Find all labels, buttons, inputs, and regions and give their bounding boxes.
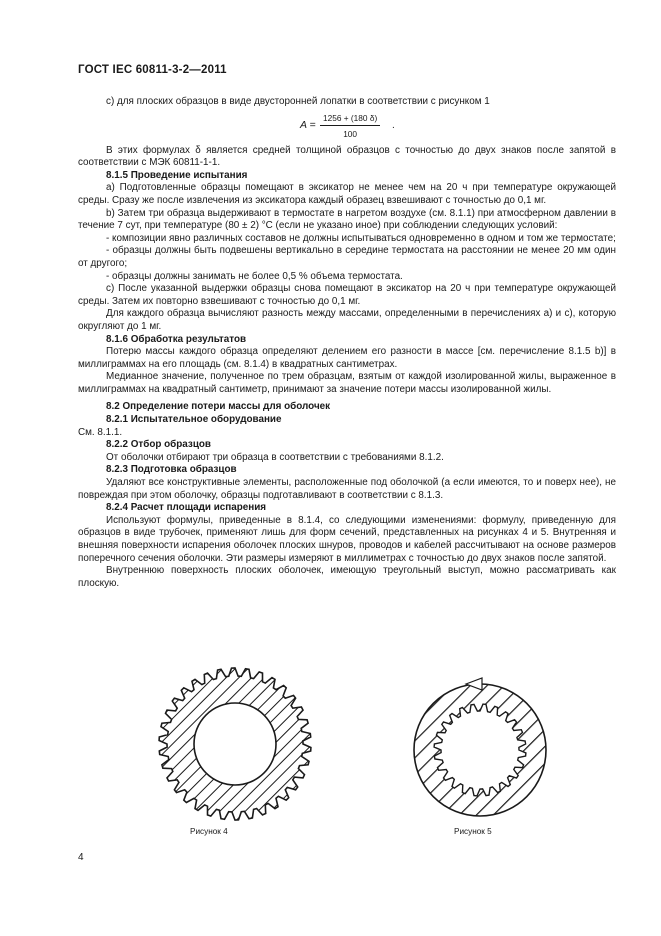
- paragraph-mass-loss: Потерю массы каждого образца определяют делением его разности в массе [см. перечисление 8.1.5 b)] в миллиграммах на его площадь (см. 8.1.4) в квадратных сантиметрах.: [78, 346, 616, 370]
- formula-end: .: [392, 119, 395, 131]
- paragraph-median: Медианное значение, полученное по трем образцам, взятым от каждой изолированной жилы, выраженное в миллиграммах на квадратный сантиметр, принимают за значение потери массы изолированной жилы.: [78, 371, 616, 395]
- formula-area: [78, 111, 616, 141]
- figure-5-caption: Рисунок 5: [454, 827, 492, 836]
- figures-area: [0, 664, 661, 854]
- paragraph-b: b) Затем три образца выдерживают в термостате в нагретом воздухе (см. 8.1.1) при атмосферном давлении в течение 7 сут, при температуре (80 ± 2) °С (если не указано иное) при соблюдении следующих условий:: [78, 207, 616, 232]
- formula-fraction: [320, 112, 380, 141]
- paragraph-flat-surface: Внутреннюю поверхность плоских оболочек, имеющую треугольный выступ, можно рассматривать как плоскую.: [78, 565, 616, 589]
- paragraph-formulas: Используют формулы, приведенные в 8.1.4, со следующими изменениями: формулу, приведенную для образцов в виде трубочек, применяют лишь для форм сечений, представленных на рисунках 4 и 5. Внутренняя и внешняя поверхности испарения оболочек плоских шнуров, проводов и кабелей рассчитывают на основе размеров поперечного сечения оболочки. Эти размеры измеряют в миллиметрах с точностью до двух знаков после запятой.: [78, 514, 616, 564]
- paragraph-dash-3: - образцы должны занимать не более 0,5 % объема термостата.: [106, 270, 403, 282]
- formula-numerator: 1256 + (180 δ): [320, 112, 380, 127]
- paragraph-dash-1: - композиции явно различных составов не должны испытываться одновременно в одном и том же термостате;: [106, 232, 616, 244]
- document-header: ГОСТ IEC 60811-3-2—2011: [78, 64, 227, 76]
- paragraph-delta: В этих формулах δ является средней толщиной образцов с точностью до двух знаков после запятой в соответствии с МЭК 60811-1-1.: [78, 144, 616, 169]
- heading-8-2-2: 8.2.2 Отбор образцов: [106, 439, 211, 451]
- formula-lhs: A =: [300, 118, 316, 131]
- heading-8-1-6: 8.1.6 Обработка результатов: [106, 333, 247, 345]
- heading-8-2: 8.2 Определение потери массы для оболочек: [106, 401, 331, 413]
- heading-8-2-1: 8.2.1 Испытательное оборудование: [106, 414, 282, 426]
- heading-8-2-4: 8.2.4 Расчет площади испарения: [106, 502, 267, 514]
- paragraph-a: а) Подготовленные образцы помещают в эксикатор не менее чем на 20 ч при температуре окружающей среды. Сразу же после извлечения из эксикатора каждый образец взвешивают с точностью до 0,1 мг.: [78, 182, 616, 206]
- page-number: 4: [78, 852, 84, 863]
- paragraph-sampling: От оболочки отбирают три образца в соответствии с требованиями 8.1.2.: [106, 451, 444, 463]
- paragraph-preparation: Удаляют все конструктивные элементы, расположенные под оболочкой (а если имеются, то и поверх нее), не повреждая при этом оболочку, образцы подготавливают в соответствии с 8.1.3.: [78, 477, 616, 501]
- figure-5-drawing: [400, 670, 560, 830]
- paragraph-difference: Для каждого образца вычисляют разность между массами, определенными в перечислениях а) и с), которую округляют до 1 мг.: [78, 308, 616, 332]
- formula-denominator: 100: [343, 129, 358, 140]
- body-text: [78, 96, 616, 590]
- paragraph-item-c: с) для плоских образцов в виде двусторонней лопатки в соответствии с рисунком 1: [106, 96, 490, 107]
- figure-4-drawing: [150, 664, 320, 824]
- paragraph-c2: с) После указанной выдержки образцы снова помещают в эксикатор на 20 ч при температуре окружающей среды. Затем их повторно взвешивают с точностью до 0,1 мг.: [78, 283, 616, 307]
- paragraph-see-8-1-1: См. 8.1.1.: [78, 426, 123, 438]
- figure-4-caption: Рисунок 4: [190, 827, 228, 836]
- paragraph-dash-2: - образцы должны быть подвешены вертикально в середине термостата на расстоянии не менее 20 мм один от другого;: [78, 245, 616, 269]
- heading-8-1-5: 8.1.5 Проведение испытания: [106, 169, 248, 181]
- heading-8-2-3: 8.2.3 Подготовка образцов: [106, 464, 237, 476]
